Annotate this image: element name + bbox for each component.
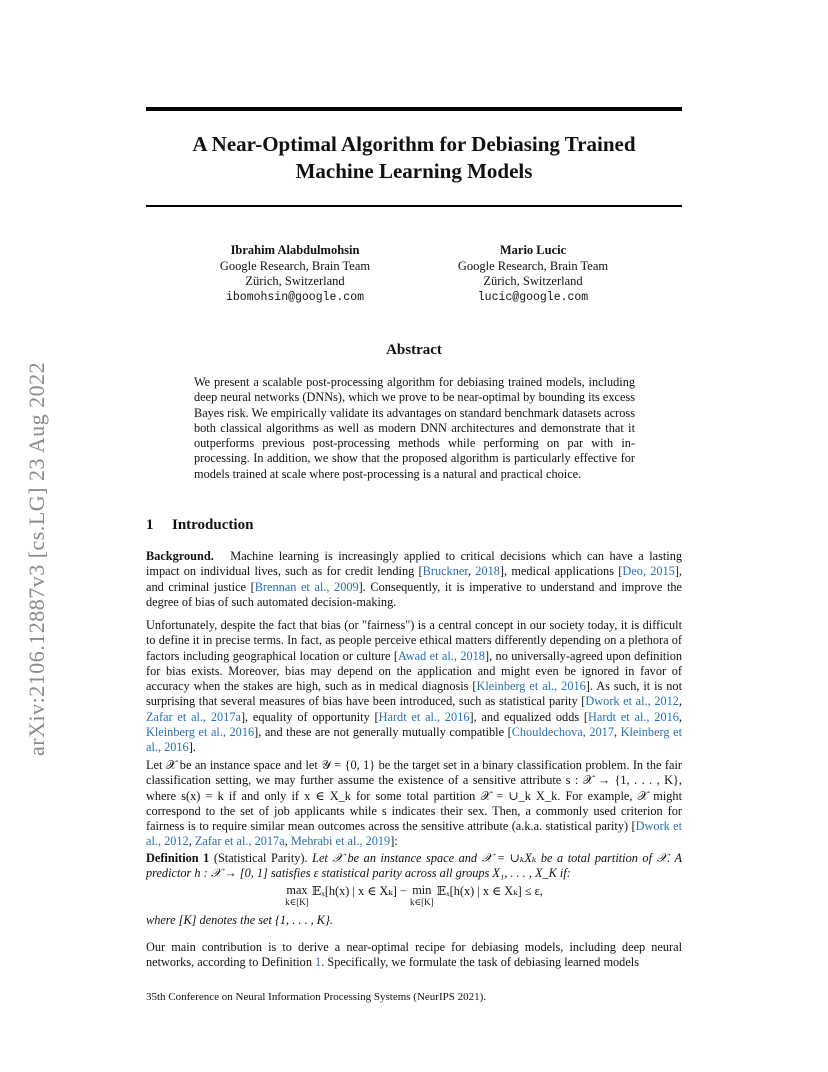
citation-link[interactable]: Deo, 2015: [622, 564, 675, 579]
title-line-2: Machine Learning Models: [295, 159, 533, 183]
abstract-text: We present a scalable post-processing algorithm for debiasing trained models, including deep neural networks (DNNs), which we prove to be near-optimal by bounding its excess Bayes risk. We empirically validate its advantages on standard benchmark datasets across both classical algorithms as well as modern DNN architectures and demonstrate that it outperforms previous post-processing methods while performing on par with in-processing. In addition, we show that the proposed algorithm is particularly effective for models trained at scale where post-processing is a natural and practical choice.: [194, 375, 635, 481]
text-run: Let 𝒳 be an instance space and let 𝒴 = {0, 1} be the target set in a binary classification problem. In the fair classification setting, we may further assume the existence of a sensitive attribute s : 𝒳 → {1, . . . , K}, where s(x) = k if and only if x ∈ X_k for some total partition 𝒳 = ∪_k X_k. For example, 𝒳 might correspond to the set of job applicants while s indicates their sex. Then, a commonly used criterion for fairness is to require similar mean outcomes across the sensitive attribute (a.k.a. statistical parity) [: [146, 758, 682, 834]
citation-link[interactable]: Mehrabi et al., 2019: [290, 834, 391, 849]
paragraph-lead: Background.: [146, 549, 214, 563]
author-name: Ibrahim Alabdulmohsin: [230, 243, 360, 257]
text-run: Our main contribution is to derive a near-optimal recipe for debiasing models, including deep neural networks, according to Definition: [146, 940, 682, 970]
citation-link[interactable]: Hardt et al., 2016: [588, 709, 679, 724]
text-run: Unfortunately, despite the fact that bias (or "fairness") is a central concept in our society today, it is difficult to define it in precise terms. In fact, as people perceive ethical matters differently depending on a plethora of factors including geographical location or culture [: [146, 618, 682, 663]
text-run: Machine learning is increasingly applied to critical decisions which can have a lasting impact on individual lives, such as for credit lending [: [146, 549, 682, 579]
section-title: Introduction: [172, 517, 254, 533]
citation-link[interactable]: Chouldechova, 2017: [511, 725, 614, 740]
text-run: ,: [613, 725, 621, 740]
text-run: ,: [188, 834, 195, 849]
paragraph-unfortunately: [146, 618, 682, 756]
author-location: Zürich, Switzerland: [483, 274, 583, 288]
title-rule-top: [146, 107, 682, 111]
author-email: ibomohsin@google.com: [225, 290, 365, 304]
text-run: ]. Consequently, it is imperative to understand and improve the degree of bias of such automated decision-making.: [146, 579, 682, 609]
where-text: where [K] denotes the set {1, . . . , K}.: [146, 913, 333, 927]
title-rule-bottom: [146, 205, 682, 207]
citation-link[interactable]: Bruckner: [422, 564, 468, 579]
equation-term: 𝔼ₓ[h(x) | x ∈ Xₖ] ≤ ε,: [436, 884, 543, 898]
text-run: ], no universally-agreed upon definition for bias exists. Moreover, bias may depend on the application and might even be ignored in favor of accuracy when the stakes are high, such as in medical diagnosis [: [146, 648, 682, 694]
author-affiliation: Google Research, Brain Team: [457, 258, 609, 273]
citation-link[interactable]: Zafar et al., 2017a: [194, 834, 285, 849]
author-block-1: [180, 243, 410, 305]
arxiv-sidebar-id: arXiv:2106.12887v3 [cs.LG] 23 Aug 2022: [24, 361, 49, 756]
citation-link[interactable]: Awad et al., 2018: [397, 648, 485, 663]
equation-subscript: k∈[K]: [409, 897, 434, 907]
citation-link[interactable]: Kleinberg et al., 2016: [146, 725, 255, 740]
section-number: 1: [146, 517, 154, 533]
citation-link[interactable]: Zafar et al., 2017a: [146, 709, 241, 724]
citation-link[interactable]: Dwork et al., 2012: [146, 819, 682, 849]
definition-where: [146, 913, 682, 928]
text-run: ]:: [390, 834, 398, 849]
paragraph-contribution: [146, 940, 682, 971]
paper-title: [146, 131, 682, 185]
definition-name: (Statistical Parity).: [213, 851, 308, 865]
author-block-2: [418, 243, 648, 305]
text-run: ], and criminal justice [: [146, 564, 682, 594]
citation-link[interactable]: Dwork et al., 2012: [585, 694, 679, 709]
definition-text: Let 𝒳 be an instance space and 𝒳 = ∪ₖXₖ be a total partition of 𝒳. A predictor h : 𝒳 → [0, 1] satisfies ε statistical parity across all groups X₁, . . . , X_K if:: [146, 851, 683, 881]
citation-link[interactable]: Brennan et al., 2009: [254, 579, 359, 594]
abstract-heading: Abstract: [386, 342, 442, 358]
text-run: ,: [467, 564, 476, 579]
equation-max-operator: [285, 884, 309, 908]
definition-block: [146, 851, 682, 882]
author-name: Mario Lucic: [499, 243, 567, 257]
definition-ref-link[interactable]: 1: [315, 955, 322, 970]
citation-link[interactable]: Hardt et al., 2016: [378, 709, 470, 724]
text-run: ].: [188, 740, 196, 755]
author-location: Zürich, Switzerland: [245, 274, 345, 288]
equation-min-operator: [410, 884, 434, 908]
title-line-1: A Near-Optimal Algorithm for Debiasing Trained: [192, 132, 636, 156]
text-run: ,: [678, 694, 682, 709]
section-heading: [146, 517, 253, 534]
citation-link[interactable]: Kleinberg et al., 2016: [146, 725, 682, 755]
conference-footer: 35th Conference on Neural Information Processing Systems (NeurIPS 2021).: [146, 991, 487, 1003]
equation-op: min: [412, 883, 432, 897]
text-run: ], and these are not generally mutually compatible [: [254, 725, 512, 740]
equation-subscript: k∈[K]: [285, 897, 309, 907]
text-run: ,: [678, 709, 682, 724]
text-run: . Specifically, we formulate the task of debiasing learned models: [321, 955, 639, 970]
equation-statistical-parity: [146, 884, 682, 908]
text-run: ], medical applications [: [499, 564, 623, 579]
paragraph-background: [146, 549, 682, 610]
equation-term: 𝔼ₓ[h(x) | x ∈ Xₖ] −: [311, 884, 407, 898]
citation-link[interactable]: Kleinberg et al., 2016: [476, 679, 586, 694]
definition-label: Definition 1: [146, 851, 210, 865]
author-affiliation: Google Research, Brain Team: [219, 258, 371, 273]
citation-link[interactable]: 2018: [475, 564, 500, 579]
text-run: ,: [284, 834, 291, 849]
text-run: ], and equalized odds [: [469, 709, 589, 724]
equation-op: max: [286, 883, 308, 897]
text-run: ], equality of opportunity [: [240, 709, 379, 724]
paragraph-setup: [146, 758, 682, 850]
text-run: ]. As such, it is not surprising that several measures of bias have been introduced, such as statistical parity [: [146, 679, 682, 709]
author-email: lucic@google.com: [477, 290, 589, 304]
